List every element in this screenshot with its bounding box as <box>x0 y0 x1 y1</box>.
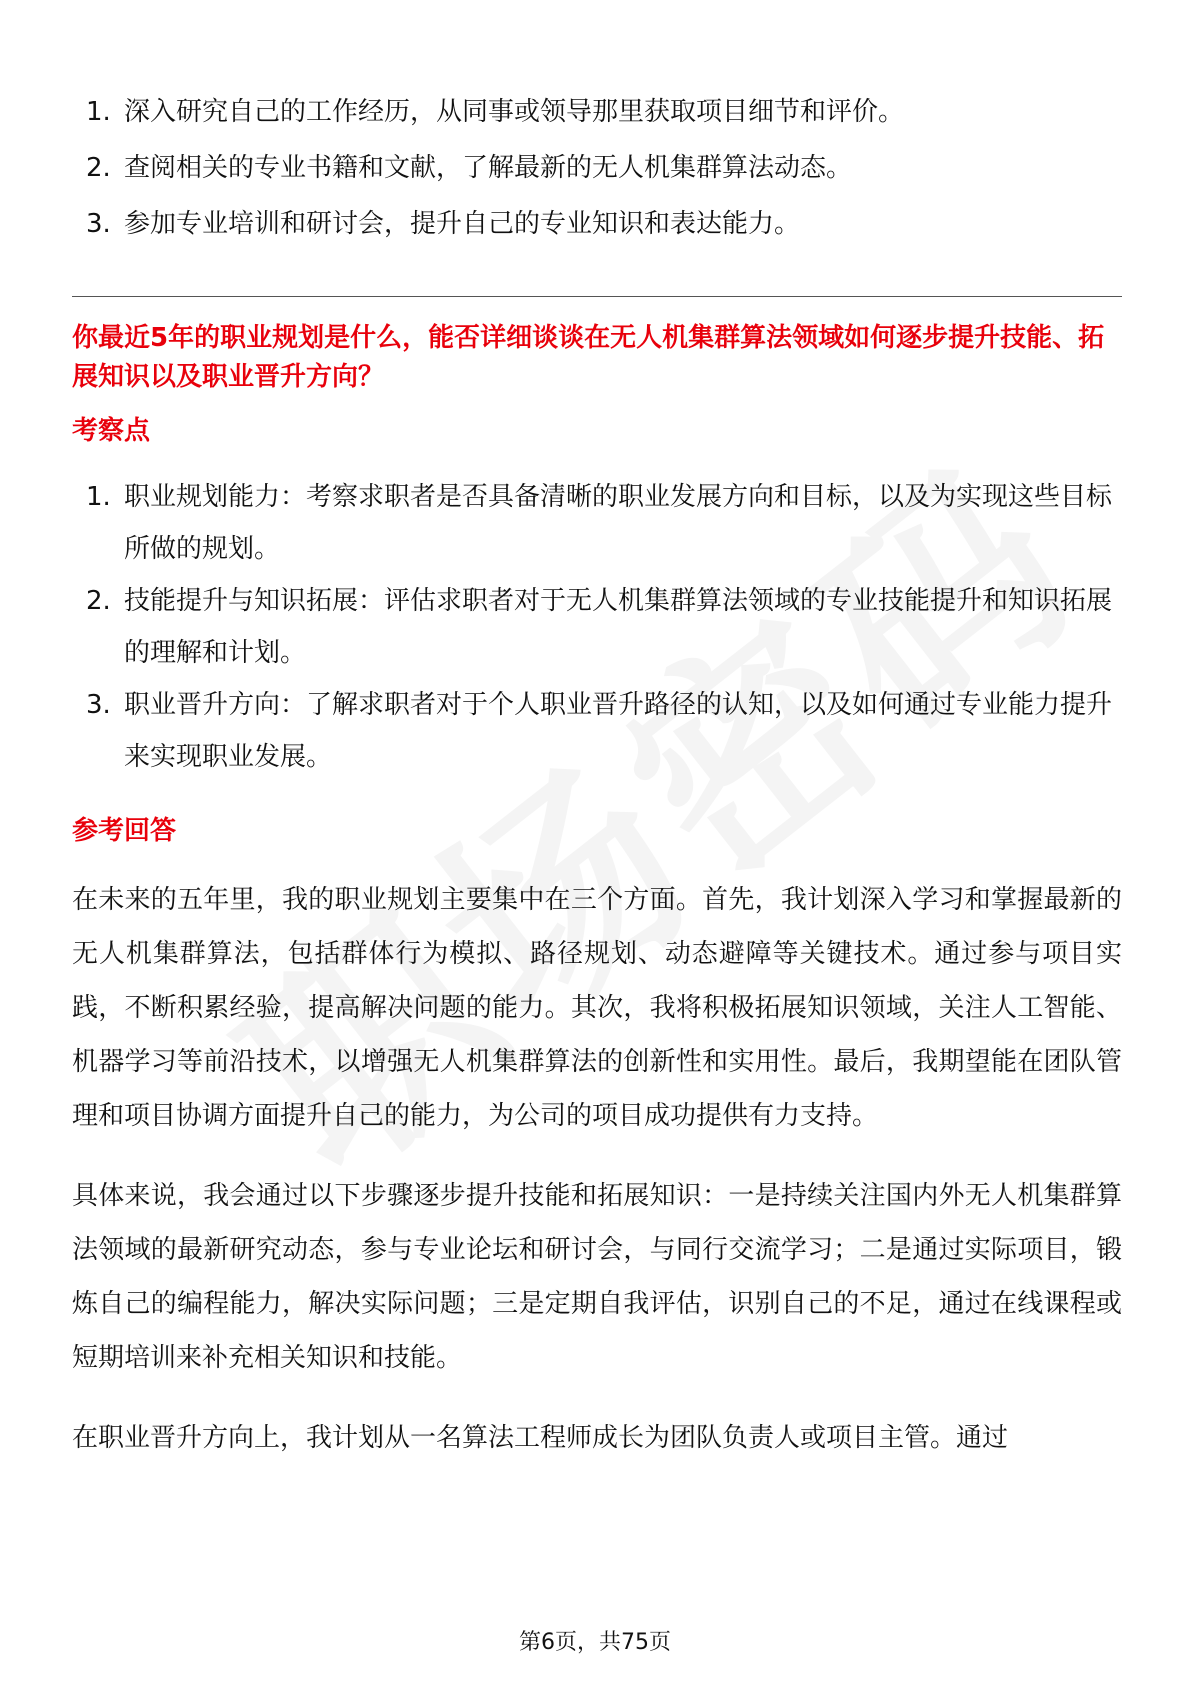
list-number: 1. <box>86 97 111 127</box>
list-text: 查阅相关的专业书籍和文献，了解最新的无人机集群算法动态。 <box>124 153 853 183</box>
list-number: 3. <box>86 209 111 239</box>
list-text: 参加专业培训和研讨会，提升自己的专业知识和表达能力。 <box>124 209 801 239</box>
list-text: 深入研究自己的工作经历，从同事或领导那里获取项目细节和评价。 <box>124 97 905 127</box>
list-number: 3. <box>86 690 111 720</box>
exam-points-heading: 考察点 <box>72 416 151 446</box>
answer-paragraph: 在未来的五年里，我的职业规划主要集中在三个方面。首先，我计划深入学习和掌握最新的无人机集群算法，包括群体行为模拟、路径规划、动态避障等关键技术。通过参与项目实践，不断积累经验，提高解决问题的能力。其次，我将积极拓展知识领域，关注人工智能、机器学习等前沿技术，以增强无人机集群算法的创新性和实用性。最后，我期望能在团队管理和项目协调方面提升自己的能力，为公司的项目成功提供有力支持。 <box>72 885 1122 1131</box>
list-item <box>72 144 1122 192</box>
list-text: 职业规划能力：考察求职者是否具备清晰的职业发展方向和目标，以及为实现这些目标所做的规划。 <box>124 482 1113 564</box>
list-item <box>72 88 1122 136</box>
reference-answer-heading: 参考回答 <box>72 816 177 846</box>
list-item <box>72 200 1122 248</box>
list-text: 技能提升与知识拓展：评估求职者对于无人机集群算法领域的专业技能提升和知识拓展的理解和计划。 <box>124 586 1113 668</box>
list-number: 2. <box>86 586 111 616</box>
list-item <box>72 679 1122 783</box>
list-item <box>72 471 1122 575</box>
question-title: 你最近5年的职业规划是什么，能否详细谈谈在无人机集群算法领域如何逐步提升技能、拓展知识以及职业晋升方向？ <box>72 323 1105 392</box>
list-text: 职业晋升方向：了解求职者对于个人职业晋升路径的认知，以及如何通过专业能力提升来实现职业发展。 <box>124 690 1113 772</box>
preparation-list <box>72 88 1122 248</box>
list-number: 1. <box>86 482 111 512</box>
document-body <box>72 88 1122 1491</box>
page-footer: 第6页，共75页 <box>519 1630 671 1655</box>
exam-points-list <box>72 471 1122 783</box>
answer-paragraph: 具体来说，我会通过以下步骤逐步提升技能和拓展知识：一是持续关注国内外无人机集群算法领域的最新研究动态，参与专业论坛和研讨会，与同行交流学习；二是通过实际项目，锻炼自己的编程能力，解决实际问题；三是定期自我评估，识别自己的不足，通过在线课程或短期培训来补充相关知识和技能。 <box>72 1181 1122 1373</box>
list-number: 2. <box>86 153 111 183</box>
divider <box>72 296 1122 297</box>
answer-paragraph: 在职业晋升方向上，我计划从一名算法工程师成长为团队负责人或项目主管。通过 <box>72 1423 1009 1453</box>
list-item <box>72 575 1122 679</box>
